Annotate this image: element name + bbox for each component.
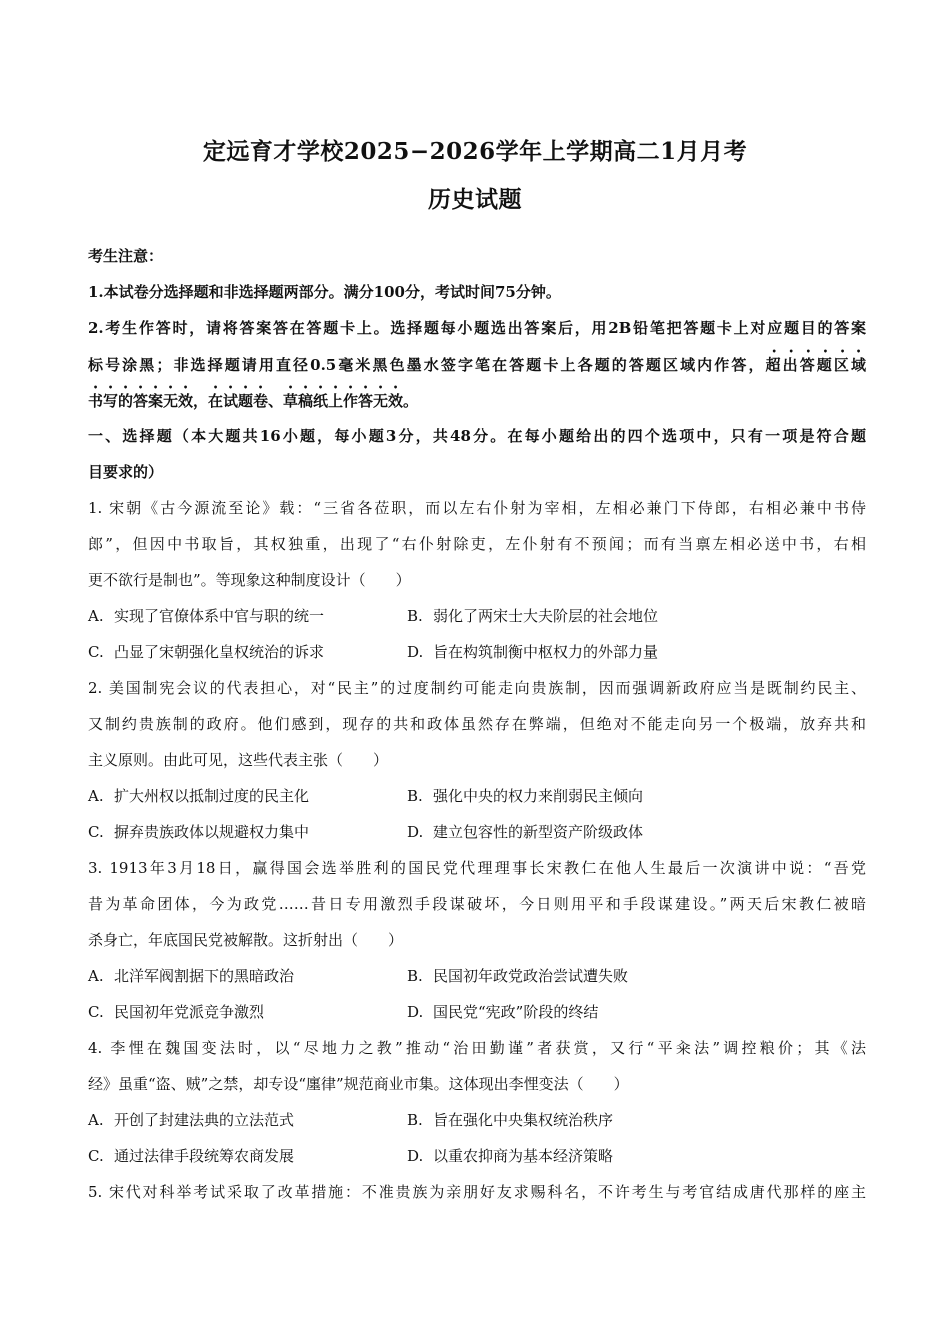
notice-item-2-line-1: 2.考生作答时，请将答案答在答题卡上。选择题每小题选出答案后，用2B铅笔把答题卡上对应题目的答案 (88, 319, 866, 337)
option-a[interactable]: A. 开创了封建法典的立法范式 (88, 1111, 295, 1129)
question-text-line: 3. 1913年3月18日，赢得国会选举胜利的国民党代理理事长宋教仁在他人生最后一次演讲中说：“吾党 (88, 859, 866, 877)
options-row (88, 1102, 866, 1138)
notice-emphasis-1: 超出答题区域 (765, 356, 866, 374)
section-heading: 一、选择题（本大题共16小题，每小题3分，共48分。在每小题给出的四个选项中，只有一项是符合题 (88, 427, 866, 445)
question-text-line: 昔为革命团体，今为政党……昔日专用激烈手段谋破坏，今日则用平和手段谋建设。”两天后宋教仁被暗 (88, 895, 866, 913)
exam-title: 定远育才学校2025−2026学年上学期高二1月月考 (202, 138, 748, 165)
question-1 (88, 490, 866, 670)
notice-item-1: 1.本试卷分选择题和非选择题两部分。满分100分，考试时间75分钟。 (88, 283, 561, 301)
option-c[interactable]: C. 凸显了宋朝强化皇权统治的诉求 (88, 643, 325, 661)
exam-subject: 历史试题 (428, 186, 522, 213)
section-heading-cont: 目要求的） (88, 463, 164, 481)
option-d[interactable]: D. 以重农抑商为基本经济策略 (407, 1147, 614, 1165)
option-b[interactable]: B. 旨在强化中央集权统治秩序 (407, 1111, 614, 1129)
question-3 (88, 850, 866, 1030)
question-5 (88, 1174, 866, 1210)
option-d[interactable]: D. 旨在构筑制衡中枢权力的外部力量 (407, 643, 659, 661)
options-row (88, 994, 866, 1030)
options-row (88, 778, 866, 814)
question-text-line: 又制约贵族制的政府。他们感到，现存的共和政体虽然存在弊端，但绝对不能走向另一个极端，放弃共和 (88, 715, 866, 733)
exam-content (88, 238, 866, 1210)
option-d[interactable]: D. 国民党“宪政”阶段的终结 (407, 1003, 599, 1021)
question-text-line: 经》虽重“盗、贼”之禁，却专设“廛律”规范商业市集。这体现出李悝变法（ ） (88, 1075, 629, 1093)
notice-item-2-line-2 (88, 346, 866, 382)
option-a[interactable]: A. 扩大州权以抵制过度的民主化 (88, 787, 310, 805)
option-d[interactable]: D. 建立包容性的新型资产阶级政体 (407, 823, 644, 841)
question-text-line: 主义原则。由此可见，这些代表主张（ ） (88, 751, 389, 769)
options-row (88, 598, 866, 634)
question-text-line: 更不欲行是制也”。等现象这种制度设计（ ） (88, 571, 411, 589)
question-2 (88, 670, 866, 850)
notice-emphasis-2: 书写的答案无效，在试题卷、草稿纸上作答无效 (88, 392, 404, 410)
option-b[interactable]: B. 强化中央的权力来削弱民主倾向 (407, 787, 644, 805)
question-text-line: 5. 宋代对科举考试采取了改革措施：不准贵族为亲朋好友求赐科名，不许考生与考官结成唐代那样的座主 (88, 1183, 866, 1201)
question-text-line: 郎”，但因中书取旨，其权独重，出现了“右仆射除吏，左仆射有不预闻；而有当禀左相必送中书，右相 (88, 535, 866, 553)
question-text-line: 1. 宋朝《古今源流至论》载：“三省各莅职，而以左右仆射为宰相，左相必兼门下侍郎，右相必兼中书侍 (88, 499, 866, 517)
option-c[interactable]: C. 民国初年党派竞争激烈 (88, 1003, 265, 1021)
option-b[interactable]: B. 弱化了两宋士大夫阶层的社会地位 (407, 607, 659, 625)
option-c[interactable]: C. 通过法律手段统筹农商发展 (88, 1147, 295, 1165)
option-a[interactable]: A. 北洋军阀割据下的黑暗政治 (88, 967, 295, 985)
option-b[interactable]: B. 民国初年政党政治尝试遭失败 (407, 967, 629, 985)
question-4 (88, 1030, 866, 1174)
question-text-line: 2. 美国制宪会议的代表担心，对“民主”的过度制约可能走向贵族制，因而强调新政府应当是既制约民主、 (88, 679, 866, 697)
options-row (88, 634, 866, 670)
options-row (88, 1138, 866, 1174)
notice-heading: 考生注意： (88, 247, 164, 265)
options-row (88, 814, 866, 850)
notice-item-2-line-3 (88, 382, 866, 418)
question-text-line: 4. 李悝在魏国变法时，以“尽地力之教”推动“治田勤谨”者获赏，又行“平籴法”调控粮价；其《法 (88, 1039, 866, 1057)
notice-item-2-text: 标号涂黑；非选择题请用直径0.5毫米黑色墨水签字笔在答题卡上各题的答题区域内作答， (88, 356, 766, 374)
notice-item-2-end: 。 (403, 392, 419, 410)
options-row (88, 958, 866, 994)
question-text-line: 杀身亡，年底国民党被解散。这折射出（ ） (88, 931, 404, 949)
option-c[interactable]: C. 摒弃贵族政体以规避权力集中 (88, 823, 310, 841)
option-a[interactable]: A. 实现了官僚体系中官与职的统一 (88, 607, 325, 625)
